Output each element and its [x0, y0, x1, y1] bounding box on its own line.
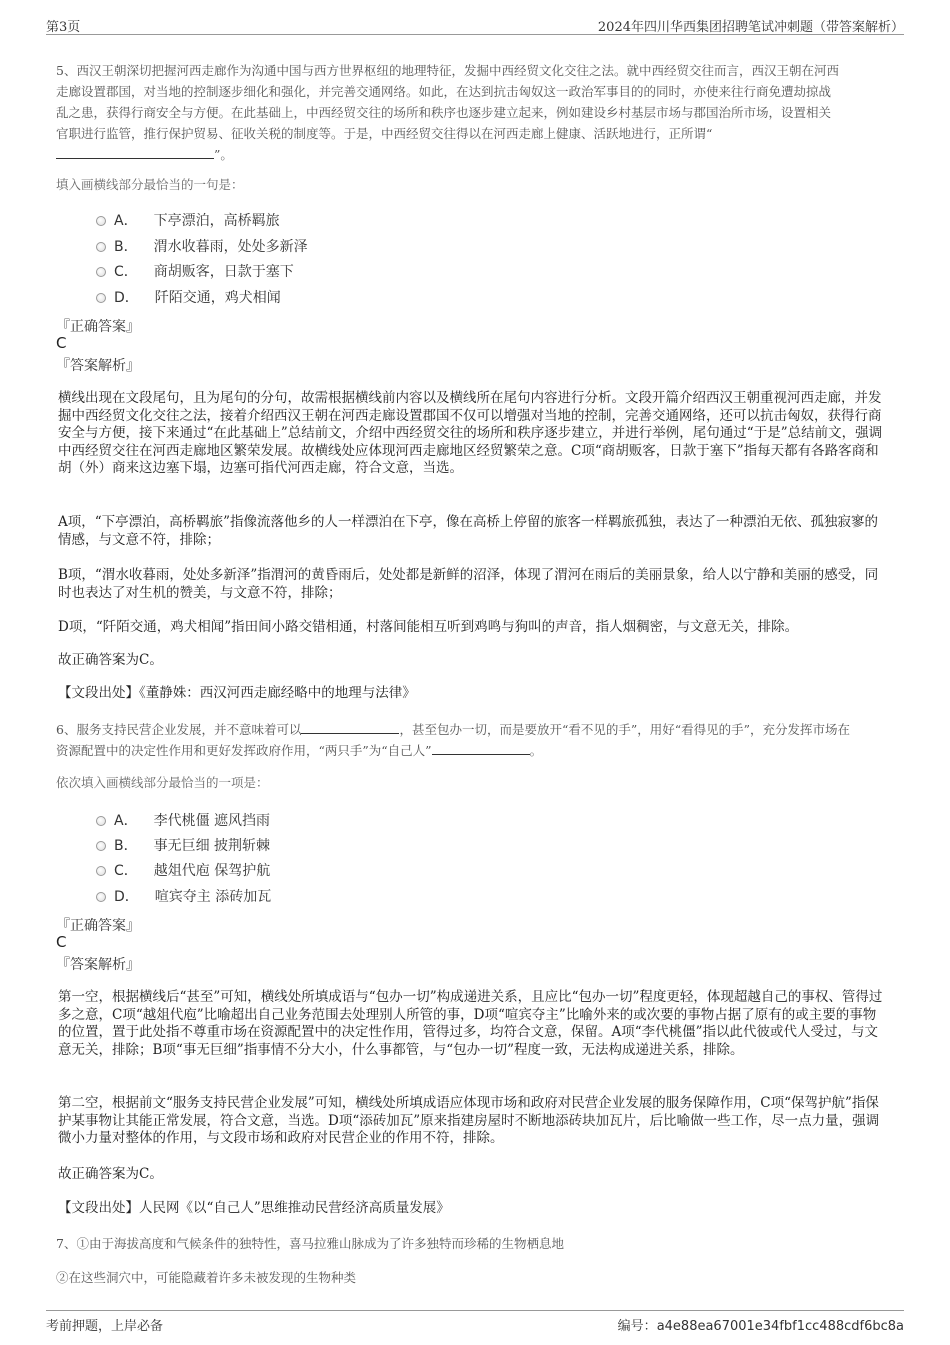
radio-icon[interactable] [96, 293, 106, 303]
q5-option-c[interactable]: C． 商胡贩客，日款于塞下 [96, 261, 294, 281]
radio-icon[interactable] [96, 816, 106, 826]
question-7-line-2: ②在这些洞穴中，可能隐藏着许多未被发现的生物种类 [56, 1270, 357, 1285]
q6-analysis-second-blank: 第二空，根据前文“服务支持民营企业发展”可知，横线处所填成语应体现市场和政府对民营企业发展的服务保障作用，C项“保驾护航”指保护某事物让其能正常发展，符合文意，当选。D项“添砖加瓦”原来指建房屋时不断地添砖块加瓦片，后比喻做一些工作，尽一点力量，强调微小力量对整体的作用，与文段市场和政府对民营企业的作用不符，排除。 [58, 1095, 880, 1146]
q5-line-4: 官职进行监管，推行保护贸易、征收关税的制度等。于是，中西经贸交往得以在河西走廊上健康、活跃地进行，正所谓“ [56, 126, 713, 141]
footer-code [618, 1315, 904, 1334]
question-7-line-1: 7、①由于海拔高度和气候条件的独特性，喜马拉雅山脉成为了许多独特而珍稀的生物栖息地 [56, 1236, 564, 1251]
page-header [46, 14, 904, 35]
q5-prompt: 填入画横线部分最恰当的一句是： [56, 177, 244, 192]
q5-answer-label: 『正确答案』 [56, 319, 140, 335]
radio-icon[interactable] [96, 267, 106, 277]
q5-source: 【文段出处】《董静姝：西汉河西走廊经略中的地理与法律》 [58, 685, 416, 701]
q5-line-3: 乱之患，获得行商安全与方便。在此基础上，中西经贸交往的场所和秩序也逐步建立起来，例如建设乡村基层市场与郡国治所市场，设置相关 [56, 105, 832, 120]
q5-option-a[interactable]: A． 下亭漂泊，高桥羁旅 [96, 210, 280, 230]
footer-slogan: 考前押题，上岸必备 [46, 1319, 164, 1334]
q6-answer-label: 『正确答案』 [56, 918, 140, 934]
radio-icon[interactable] [96, 841, 106, 851]
q5-analysis-b: B项，“渭水收暮雨，处处多新泽”指渭河的黄昏雨后，处处都是新鲜的沼泽，体现了渭河在雨后的美丽景象，给人以宁静和美丽的感受，同时也表达了对生机的赞美，与文意不符，排除； [58, 567, 879, 601]
radio-icon[interactable] [96, 892, 106, 902]
q5-option-d[interactable]: D． 阡陌交通，鸡犬相闻 [96, 287, 281, 307]
q6-source: 【文段出处】人民网《以“自己人”思维推动民营经济高质量发展》 [58, 1200, 450, 1216]
q5-line-1: 5、西汉王朝深切把握河西走廊作为沟通中国与西方世界枢纽的地理特征，发掘中西经贸文化交往之法。就中西经贸交往而言，西汉王朝在河西 [56, 63, 839, 78]
q5-analysis-d: D项，“阡陌交通，鸡犬相闻”指田间小路交错相通，村落间能相互听到鸡鸣与狗叫的声音，指人烟稠密，与文意无关，排除。 [58, 619, 799, 635]
q6-analysis-conclusion: 故正确答案为C。 [58, 1166, 163, 1182]
q6-blank-2 [432, 741, 530, 755]
q6-option-b[interactable]: B． 事无巨细 披荆斩棘 [96, 835, 270, 855]
radio-icon[interactable] [96, 216, 106, 226]
q5-option-b[interactable]: B． 渭水收暮雨，处处多新泽 [96, 236, 308, 256]
question-5-stem [56, 60, 896, 165]
q5-analysis-conclusion: 故正确答案为C。 [58, 652, 163, 668]
q5-analysis-label: 『答案解析』 [56, 358, 140, 374]
q5-line-5 [56, 144, 896, 165]
page-footer [46, 1310, 904, 1333]
question-6-stem [56, 719, 896, 761]
radio-icon[interactable] [96, 866, 106, 876]
footer-code-label: 编号： [617, 1319, 657, 1334]
q6-line-2: 资源配置中的决定性作用和更好发挥政府作用，“两只手”为“自己人” 。 [56, 743, 543, 758]
q6-prompt: 依次填入画横线部分最恰当的一项是： [56, 775, 269, 790]
radio-icon[interactable] [96, 242, 106, 252]
q5-line-2: 走廊设置郡国，对当地的控制逐步细化和强化，并完善交通网络。如此，在达到抗击匈奴这一政治军事目的的同时，亦使来往行商免遭劫掠战 [56, 84, 832, 99]
q5-line-5-end: ”。 [214, 147, 233, 162]
q6-line-1: 6、服务支持民营企业发展，并不意味着可以 ，甚至包办一切，而是要放开“看不见的手”，用好“看得见的手”，充分发挥市场在 [56, 722, 851, 737]
document-title: 2024年四川华西集团招聘笔试冲刺题（带答案解析） [597, 20, 904, 35]
q6-blank-1 [301, 720, 399, 734]
q5-analysis-main: 横线出现在文段尾句，且为尾句的分句，故需根据横线前内容以及横线所在尾句内容进行分析。文段开篇介绍西汉王朝重视河西走廊，并发掘中西经贸文化交往之法，接着介绍西汉王朝在河西走廊设置郡国不仅可以增强对当地的控制，完善交通网络，还可以抗击匈奴，获得行商安全与方便，接下来通过“在此基础上”总结前文，介绍中西经贸交往的场所和秩序逐步建立，并进行举例，尾句通过“于是”总结前文，强调中西经贸交往在河西走廊地区繁荣发展。故横线处应体现河西走廊地区经贸繁荣之意。C项“商胡贩客，日款于塞下”指每天都有各路客商和胡（外）商来这边塞下塌，边塞可指代河西走廊，符合文意，当选。 [58, 390, 883, 476]
q6-option-d[interactable]: D． 喧宾夺主 添砖加瓦 [96, 886, 271, 906]
q5-answer: C [56, 334, 67, 352]
q5-answer-blank [56, 145, 214, 159]
q6-answer: C [56, 933, 67, 951]
footer-code-value: a4e88ea67001e34fbf1cc488cdf6bc8a [656, 1319, 904, 1334]
q5-analysis-a: A项，“下亭漂泊，高桥羁旅”指像流落他乡的人一样漂泊在下亭，像在高桥上停留的旅客一样羁旅孤独，表达了一种漂泊无依、孤独寂寥的情感，与文意不符，排除； [58, 514, 879, 548]
q6-option-c[interactable]: C． 越俎代庖 保驾护航 [96, 860, 270, 880]
page-number: 第3页 [46, 20, 81, 35]
q6-analysis-label: 『答案解析』 [56, 957, 140, 973]
q6-analysis-first-blank: 第一空，根据横线后“甚至”可知，横线处所填成语与“包办一切”构成递进关系，且应比“包办一切”程度更轻，体现超越自己的事权、管得过多之意，C项“越俎代庖”比喻超出自己业务范围去处理别人所管的事，D项“喧宾夺主”比喻外来的或次要的事物占据了原有的或主要的事物的位置，置于此处指不尊重市场在资源配置中的决定性作用，管得过多，均符合文意，保留。A项“李代桃僵”指以此代彼或代人受过，与文意无关，排除；B项“事无巨细”指事情不分大小，什么事都管，与“包办一切”程度一致，无法构成递进关系，排除。 [58, 989, 883, 1058]
q6-option-a[interactable]: A． 李代桃僵 遮风挡雨 [96, 810, 270, 830]
